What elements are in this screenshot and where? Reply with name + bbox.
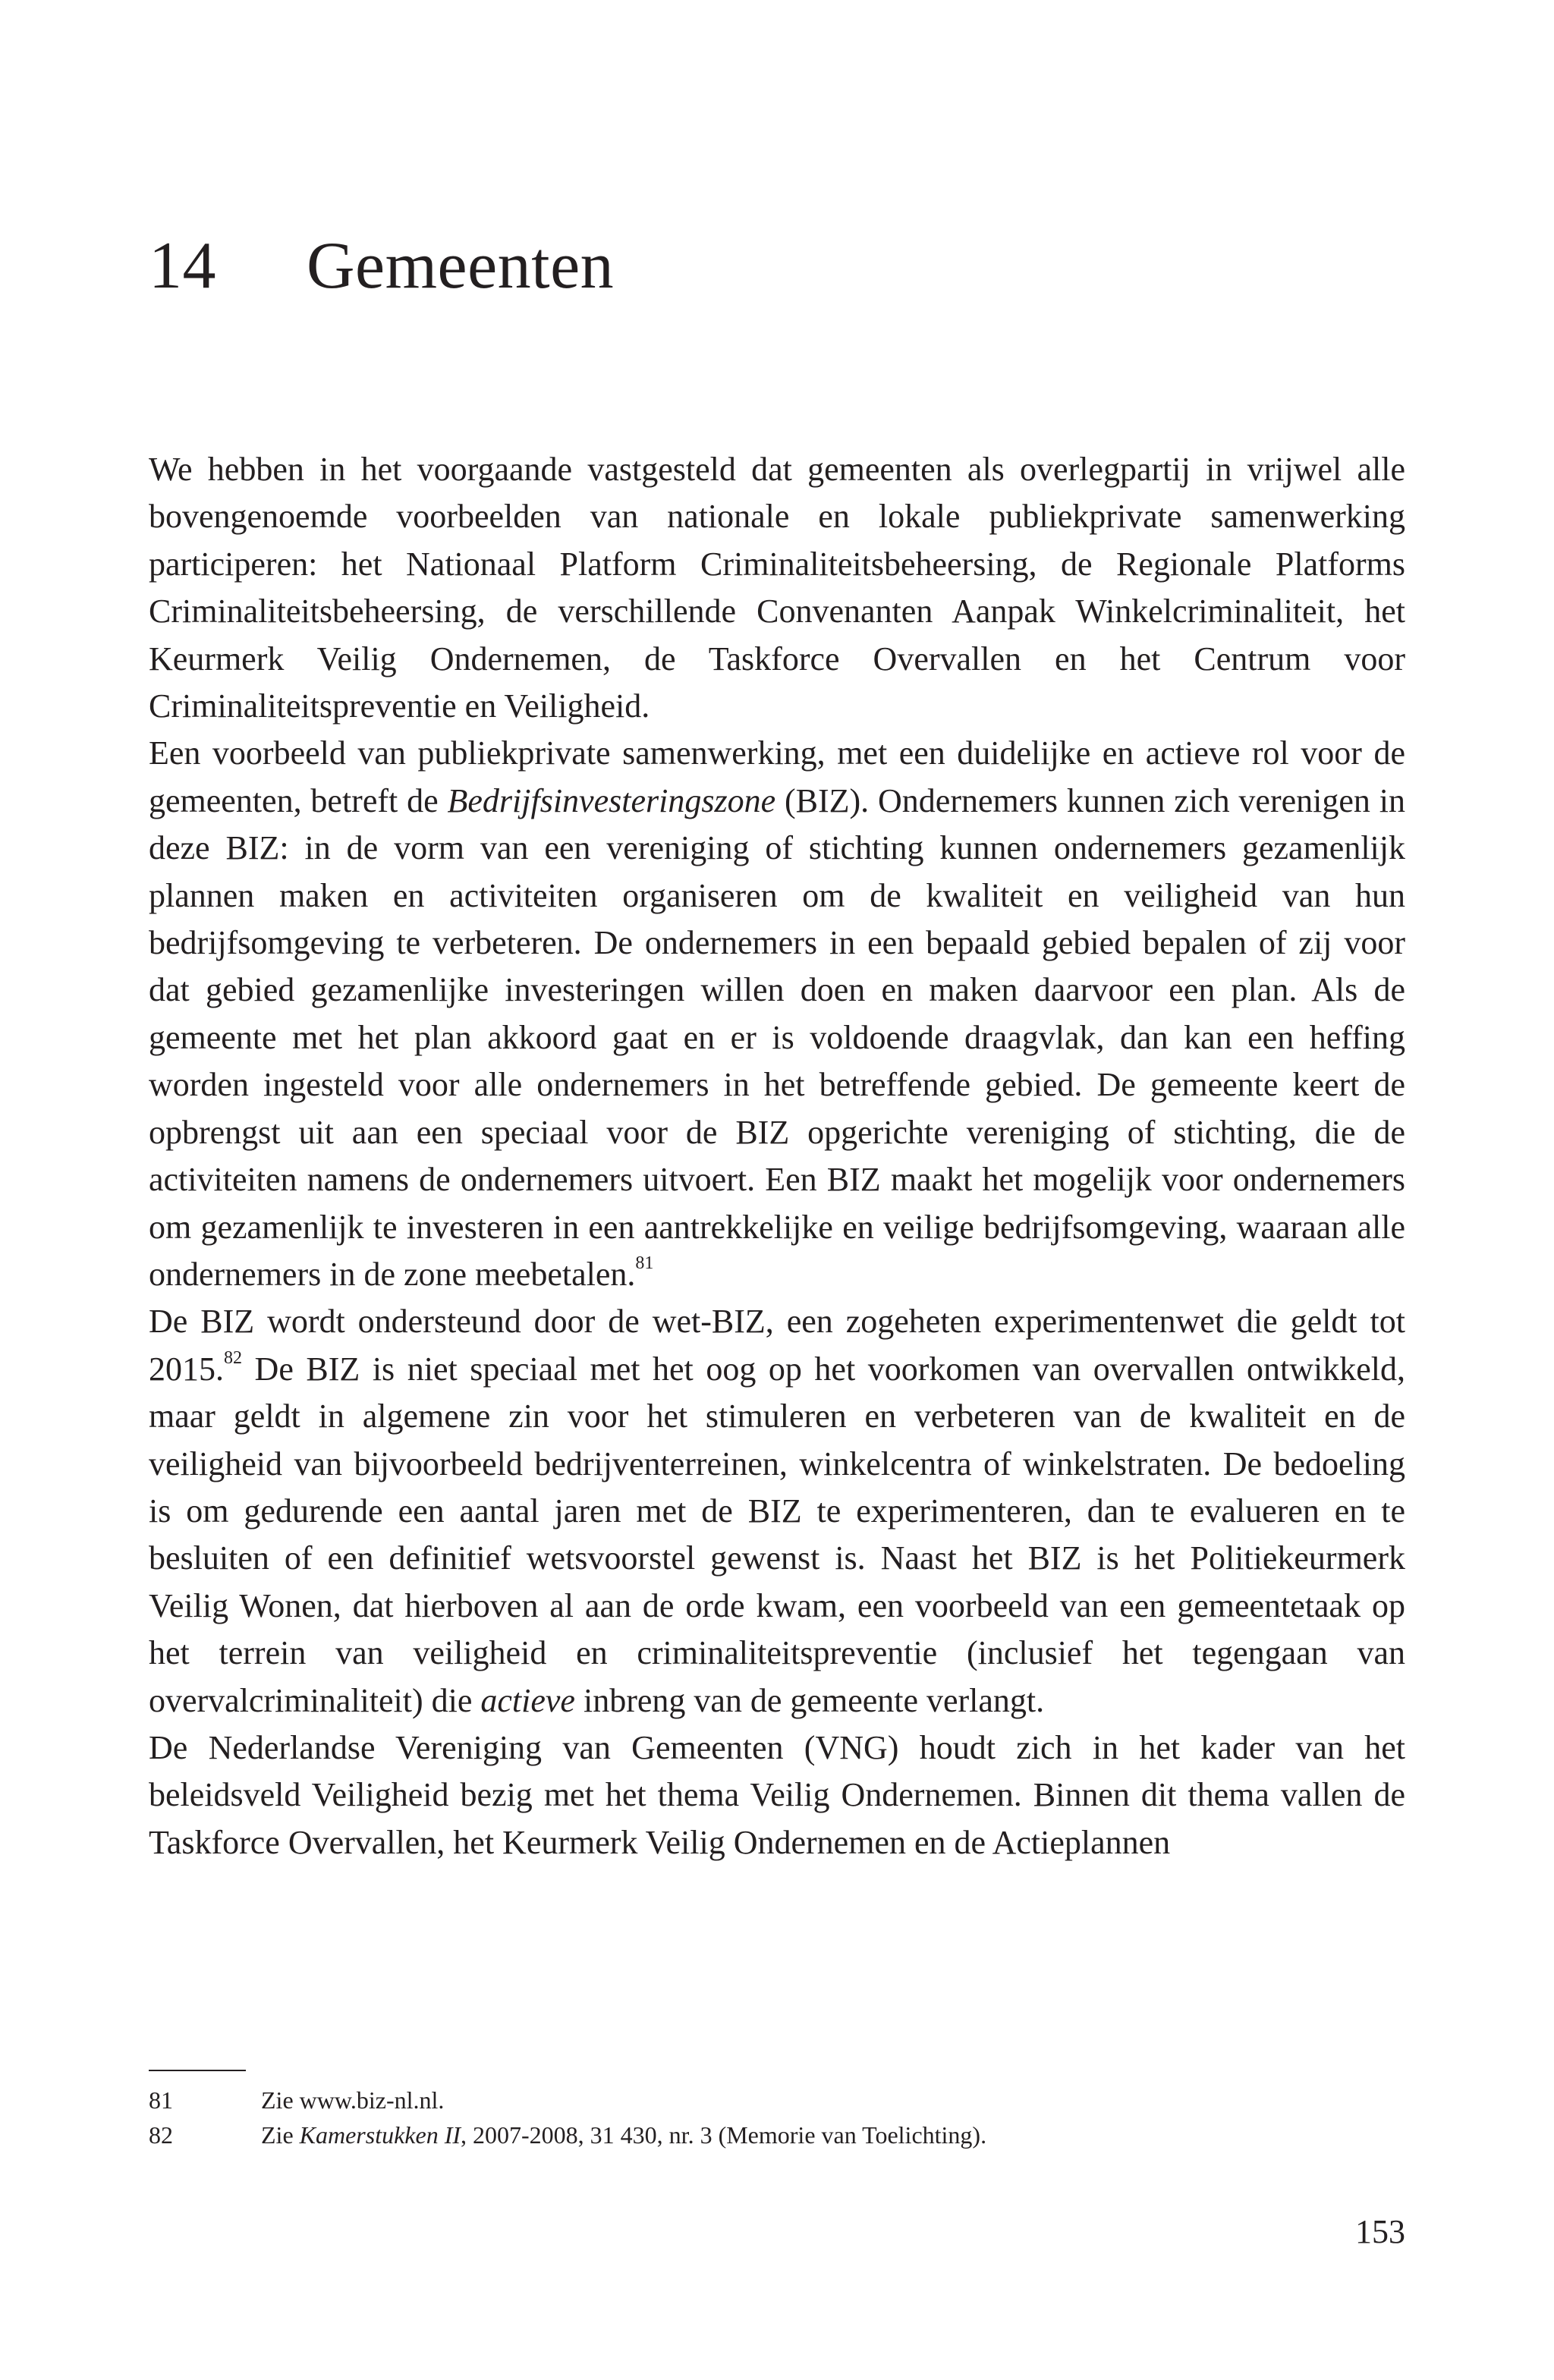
paragraph-2-italic-term: Bedrijfsinvesteringszone [447,781,776,819]
chapter-number: 14 [149,228,216,303]
footnote-reference-81: 81 [635,1253,654,1273]
page-number: 153 [1355,2213,1405,2250]
footnote-text [261,2117,986,2152]
paragraph-2-text-a: Een voorbeeld van publiekprivate samenwerking, met een duidelijke en actieve rol voor de gemeenten, betreft de [149,734,1405,819]
footnote-italic-source: Kamerstukken II [299,2121,461,2149]
chapter-title: Gemeenten [307,228,615,303]
body-text [149,446,1405,1866]
paragraph-3-text-c: inbreng van de gemeente verlangt. [574,1681,1045,1719]
footnote-text-suffix: , 2007-2008, 31 430, nr. 3 (Memorie van Toelichting). [461,2121,987,2149]
footnote-81 [149,2083,1405,2117]
footnote-number: 81 [149,2086,173,2114]
footnotes [149,2083,1405,2152]
paragraph-3-text-b: De BIZ is niet speciaal met het oog op het voorkomen van overvallen ontwikkeld, maar geldt in algemene zin voor het stimuleren en verbeteren van de kwaliteit en de veiligheid van bijvoorbeeld bedrijventerreinen, winkelcentra of winkelstraten. De bedoeling is om gedurende een aantal jaren met de BIZ te experimenteren, dan te evalueren en te besluiten of een definitief wetsvoorstel gewenst is. Naast het BIZ is het Politiekeurmerk Veilig Wonen, dat hierboven al aan de orde kwam, een voorbeeld van een gemeentetaak op het terrein van veiligheid en criminaliteitspreventie (inclusief het tegengaan van overvalcriminaliteit) die [149,1350,1405,1719]
paragraph-2 [149,730,1405,1298]
paragraph-1 [149,446,1405,730]
footnote-text-prefix: Zie [261,2121,300,2149]
paragraph-3 [149,1298,1405,1724]
footnote-text: Zie www.biz-nl.nl. [261,2086,445,2114]
chapter-heading [149,228,615,303]
footnote-number: 82 [149,2121,173,2149]
footnote-reference-82: 82 [224,1347,242,1368]
paragraph-1-text: We hebben in het voorgaande vastgesteld dat gemeenten als overlegpartij in vrijwel alle bovengenoemde voorbeelden van nationale en lokale publiekprivate samenwerking participeren: het Nationaal Platform Criminaliteitsbeheersing, de Regionale Platforms Criminaliteitsbeheersing, de verschillende Convenanten Aanpak Winkelcriminaliteit, het Keurmerk Veilig Ondernemen, de Taskforce Overvallen en het Centrum voor Criminaliteitspreventie en Veiligheid. [149,451,1405,725]
footnote-82 [149,2117,1405,2152]
paragraph-2-text-b: (BIZ). Ondernemers kunnen zich verenigen in deze BIZ: in de vorm van een vereniging of stichting kunnen ondernemers gezamenlijk plannen maken en activiteiten organiseren om de kwaliteit en veiligheid van hun bedrijfsomgeving te verbeteren. De ondernemers in een bepaald gebied bepalen of zij voor dat gebied gezamenlijke investeringen willen doen en maken daarvoor een plan. Als de gemeente met het plan akkoord gaat en er is voldoende draagvlak, dan kan een heffing worden ingesteld voor alle ondernemers in het betreffende gebied. De gemeente keert de opbrengst uit aan een speciaal voor de BIZ opgerichte vereniging of stichting, die de activiteiten namens de ondernemers uitvoert. Een BIZ maakt het mogelijk voor ondernemers om gezamenlijk te investeren in een aantrekkelijke en veilige bedrijfsomgeving, waaraan alle ondernemers in de zone meebetalen. [149,781,1405,1293]
paragraph-3-text-a: De BIZ wordt ondersteund door de wet-BIZ, een zogeheten experimentenwet die geldt tot 2015. [149,1303,1405,1388]
paragraph-3-italic-term: actieve [480,1681,575,1719]
footnote-divider [149,2070,246,2071]
paragraph-4 [149,1724,1405,1866]
paragraph-4-text: De Nederlandse Vereniging van Gemeenten (VNG) houdt zich in het kader van het beleidsveld Veiligheid bezig met het thema Veilig Ondernemen. Binnen dit thema vallen de Taskforce Overvallen, het Keurmerk Veilig Ondernemen en de Actieplannen [149,1728,1405,1861]
